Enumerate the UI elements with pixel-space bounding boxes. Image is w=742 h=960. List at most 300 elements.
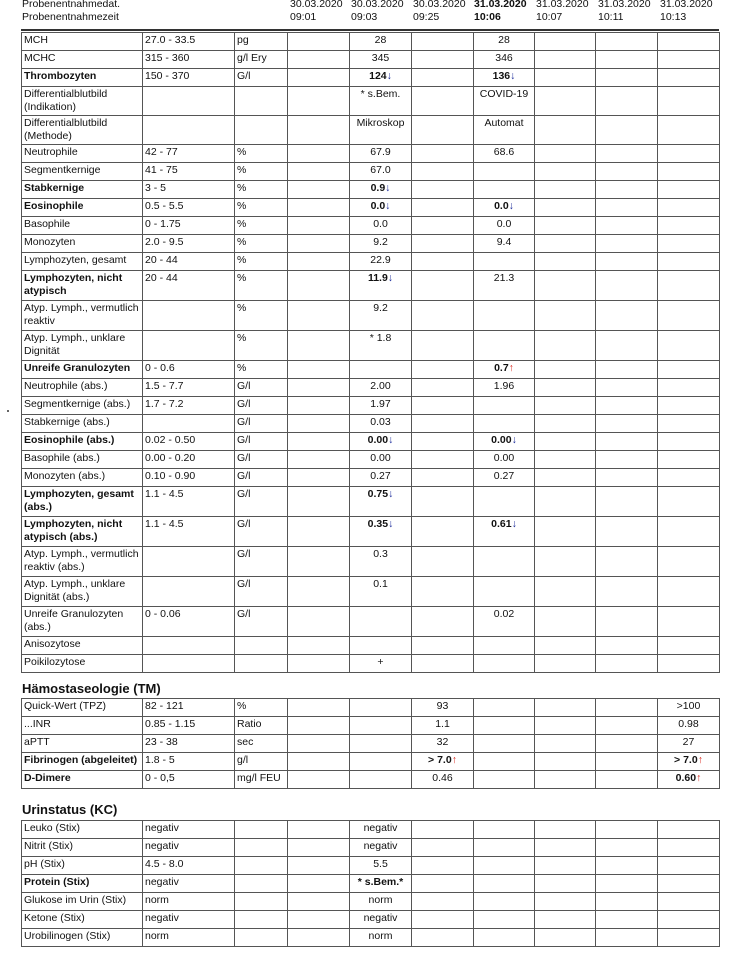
result-text: 0.00 — [367, 434, 389, 446]
result-value — [658, 361, 720, 379]
unit: pg — [235, 33, 288, 51]
unit — [235, 857, 288, 875]
result-text: 346 — [495, 52, 513, 64]
reference-range — [143, 415, 235, 433]
result-value — [658, 331, 720, 361]
result-value — [288, 69, 350, 87]
result-value — [350, 655, 412, 673]
test-name: Urobilinogen (Stix) — [22, 929, 143, 947]
result-text: norm — [368, 930, 393, 942]
test-name: Basophile (abs.) — [22, 451, 143, 469]
result-value — [350, 271, 412, 301]
haemostaseology-table — [21, 698, 720, 789]
result-text: 11.9 — [367, 272, 388, 284]
reference-range: 3 - 5 — [143, 181, 235, 199]
reference-range: 20 - 44 — [143, 271, 235, 301]
result-value — [474, 163, 535, 181]
result-text: >100 — [676, 700, 701, 712]
result-value — [474, 839, 535, 857]
table-row — [22, 517, 720, 547]
result-value — [535, 911, 596, 929]
result-value — [288, 397, 350, 415]
table-row — [22, 893, 720, 911]
result-value — [596, 415, 658, 433]
result-text: 0.46 — [432, 772, 453, 784]
test-name: Neutrophile (abs.) — [22, 379, 143, 397]
result-value — [596, 331, 658, 361]
result-value — [596, 145, 658, 163]
arrow-down-icon: ↓ — [385, 182, 391, 194]
result-value — [474, 451, 535, 469]
result-value — [474, 199, 535, 217]
result-value — [412, 911, 474, 929]
reference-range: negativ — [143, 875, 235, 893]
table-row — [22, 331, 720, 361]
result-value — [474, 379, 535, 397]
result-value — [474, 145, 535, 163]
reference-range — [143, 116, 235, 145]
result-value — [658, 857, 720, 875]
result-value — [288, 469, 350, 487]
result-value — [412, 577, 474, 607]
result-value — [288, 487, 350, 517]
result-value — [658, 199, 720, 217]
result-value — [412, 301, 474, 331]
reference-range: 42 - 77 — [143, 145, 235, 163]
result-value — [474, 857, 535, 875]
test-name: D-Dimere — [22, 771, 143, 789]
result-value — [658, 87, 720, 116]
result-value — [596, 33, 658, 51]
test-name: MCH — [22, 33, 143, 51]
reference-range: 0.85 - 1.15 — [143, 717, 235, 735]
unit: % — [235, 163, 288, 181]
test-name: Protein (Stix) — [22, 875, 143, 893]
result-value — [350, 607, 412, 637]
table-row — [22, 699, 720, 717]
result-value — [658, 929, 720, 947]
result-value — [474, 69, 535, 87]
unit: g/l — [235, 753, 288, 771]
result-value — [350, 911, 412, 929]
result-value — [412, 199, 474, 217]
result-value — [412, 379, 474, 397]
result-value — [350, 253, 412, 271]
arrow-down-icon: ↓ — [388, 518, 394, 530]
result-value — [412, 929, 474, 947]
result-value — [288, 271, 350, 301]
result-value — [288, 199, 350, 217]
table-row — [22, 857, 720, 875]
result-value — [474, 301, 535, 331]
unit: G/l — [235, 547, 288, 577]
result-value — [535, 163, 596, 181]
result-value — [535, 517, 596, 547]
table-row — [22, 547, 720, 577]
result-value — [412, 87, 474, 116]
result-value — [288, 655, 350, 673]
result-value — [474, 415, 535, 433]
result-text: 0.0 — [496, 218, 512, 230]
result-value — [350, 181, 412, 199]
test-name: Nitrit (Stix) — [22, 839, 143, 857]
result-value — [474, 699, 535, 717]
result-value — [288, 893, 350, 911]
reference-range — [143, 301, 235, 331]
result-value — [412, 181, 474, 199]
result-value — [288, 857, 350, 875]
reference-range: 0 - 0.06 — [143, 607, 235, 637]
result-value — [288, 116, 350, 145]
reference-range: 0.5 - 5.5 — [143, 199, 235, 217]
sample-time-col-7: 10:13 — [660, 11, 687, 23]
result-value — [350, 771, 412, 789]
result-value — [535, 331, 596, 361]
result-value — [658, 397, 720, 415]
result-value — [658, 821, 720, 839]
test-name: Anisozytose — [22, 637, 143, 655]
result-text: 67.9 — [370, 146, 391, 158]
result-value — [535, 839, 596, 857]
test-name: Segmentkernige — [22, 163, 143, 181]
table-row — [22, 163, 720, 181]
result-value — [658, 655, 720, 673]
result-value — [658, 753, 720, 771]
result-value — [658, 253, 720, 271]
result-text: 345 — [371, 52, 390, 64]
arrow-down-icon: ↓ — [388, 488, 394, 500]
result-value — [596, 379, 658, 397]
result-value — [535, 655, 596, 673]
result-value — [535, 433, 596, 451]
result-value — [350, 839, 412, 857]
result-value — [350, 51, 412, 69]
arrow-down-icon: ↓ — [388, 434, 394, 446]
reference-range: 1.1 - 4.5 — [143, 517, 235, 547]
reference-range: 23 - 38 — [143, 735, 235, 753]
result-value — [350, 87, 412, 116]
result-value — [288, 301, 350, 331]
result-value — [412, 753, 474, 771]
result-value — [474, 875, 535, 893]
unit: g/l Ery — [235, 51, 288, 69]
test-name: Basophile — [22, 217, 143, 235]
table-row — [22, 717, 720, 735]
table-row — [22, 451, 720, 469]
result-value — [412, 771, 474, 789]
arrow-down-icon: ↓ — [386, 70, 392, 82]
test-name: Lymphozyten, nicht atypisch (abs.) — [22, 517, 143, 547]
test-name: Lymphozyten, gesamt — [22, 253, 143, 271]
result-value — [535, 469, 596, 487]
result-value — [535, 271, 596, 301]
result-value — [596, 116, 658, 145]
result-text: + — [377, 656, 384, 668]
result-value — [288, 87, 350, 116]
result-value — [658, 33, 720, 51]
arrow-down-icon: ↓ — [511, 434, 517, 446]
result-value — [658, 235, 720, 253]
result-text: 0.0 — [373, 218, 388, 230]
reference-range: 0.00 - 0.20 — [143, 451, 235, 469]
result-text: 0.7 — [494, 362, 509, 374]
result-value — [350, 717, 412, 735]
unit: mg/l FEU — [235, 771, 288, 789]
result-value — [412, 655, 474, 673]
unit: % — [235, 271, 288, 301]
sample-time-col-1: 09:01 — [290, 11, 317, 23]
result-value — [535, 199, 596, 217]
result-value — [658, 875, 720, 893]
result-value — [412, 839, 474, 857]
result-value — [288, 181, 350, 199]
unit: G/l — [235, 607, 288, 637]
result-value — [658, 637, 720, 655]
arrow-down-icon: ↓ — [511, 518, 517, 530]
result-value — [474, 253, 535, 271]
result-value — [596, 87, 658, 116]
result-value — [474, 717, 535, 735]
result-value — [596, 235, 658, 253]
reference-range: 150 - 370 — [143, 69, 235, 87]
unit: % — [235, 301, 288, 331]
result-text: 32 — [436, 736, 449, 748]
test-name: Differentialblutbild (Indikation) — [22, 87, 143, 116]
result-value — [412, 517, 474, 547]
reference-range — [143, 87, 235, 116]
result-value — [535, 771, 596, 789]
result-value — [350, 929, 412, 947]
result-value — [474, 433, 535, 451]
result-value — [350, 857, 412, 875]
result-value — [350, 397, 412, 415]
result-value — [412, 69, 474, 87]
result-value — [596, 181, 658, 199]
result-text: 0.1 — [373, 578, 388, 590]
result-value — [288, 217, 350, 235]
result-value — [350, 433, 412, 451]
result-value — [350, 217, 412, 235]
result-value — [288, 361, 350, 379]
result-value — [658, 517, 720, 547]
result-text: Automat — [484, 117, 524, 129]
result-value — [350, 699, 412, 717]
result-value — [288, 331, 350, 361]
unit: G/l — [235, 469, 288, 487]
result-value — [474, 51, 535, 69]
result-value — [596, 433, 658, 451]
result-value — [535, 637, 596, 655]
result-value — [350, 145, 412, 163]
test-name: Ketone (Stix) — [22, 911, 143, 929]
unit: % — [235, 217, 288, 235]
result-value — [596, 699, 658, 717]
result-value — [288, 163, 350, 181]
result-value — [658, 771, 720, 789]
result-text: 0.75 — [367, 488, 389, 500]
result-value — [474, 821, 535, 839]
result-value — [596, 451, 658, 469]
result-value — [412, 145, 474, 163]
result-value — [596, 929, 658, 947]
result-value — [658, 69, 720, 87]
result-value — [412, 451, 474, 469]
result-value — [658, 116, 720, 145]
result-value — [412, 487, 474, 517]
table-row — [22, 655, 720, 673]
result-value — [535, 301, 596, 331]
result-value — [350, 875, 412, 893]
result-value — [474, 331, 535, 361]
test-name: Poikilozytose — [22, 655, 143, 673]
table-row — [22, 929, 720, 947]
result-value — [535, 361, 596, 379]
result-value — [535, 415, 596, 433]
table-row — [22, 839, 720, 857]
result-value — [596, 655, 658, 673]
test-name: Unreife Granulozyten (abs.) — [22, 607, 143, 637]
table-row — [22, 433, 720, 451]
test-name: Quick-Wert (TPZ) — [22, 699, 143, 717]
result-text: 93 — [436, 700, 449, 712]
unit — [235, 87, 288, 116]
result-value — [288, 753, 350, 771]
result-text: negativ — [363, 840, 398, 852]
unit: G/l — [235, 397, 288, 415]
test-name: Monozyten — [22, 235, 143, 253]
test-name: Eosinophile — [22, 199, 143, 217]
result-text: 5.5 — [373, 858, 388, 870]
result-value — [535, 217, 596, 235]
result-value — [535, 33, 596, 51]
unit: G/l — [235, 517, 288, 547]
table-row — [22, 735, 720, 753]
result-value — [412, 717, 474, 735]
unit: % — [235, 145, 288, 163]
result-value — [658, 163, 720, 181]
result-value — [658, 607, 720, 637]
result-value — [474, 487, 535, 517]
result-value — [350, 577, 412, 607]
section-title-urine-status: Urinstatus (KC) — [22, 802, 118, 817]
table-row — [22, 469, 720, 487]
result-value — [596, 301, 658, 331]
result-value — [535, 753, 596, 771]
unit — [235, 875, 288, 893]
result-value — [596, 487, 658, 517]
result-value — [535, 857, 596, 875]
result-value — [535, 451, 596, 469]
result-value — [288, 637, 350, 655]
result-value — [412, 253, 474, 271]
result-value — [658, 217, 720, 235]
result-value — [350, 379, 412, 397]
sample-time-label: Probenentnahmezeit — [22, 11, 119, 23]
result-value — [350, 821, 412, 839]
arrow-up-icon: ↑ — [697, 754, 703, 766]
result-value — [350, 415, 412, 433]
result-value — [350, 301, 412, 331]
result-value — [596, 753, 658, 771]
unit: sec — [235, 735, 288, 753]
result-value — [350, 547, 412, 577]
result-value — [350, 487, 412, 517]
unit: % — [235, 253, 288, 271]
table-row — [22, 33, 720, 51]
result-value — [350, 235, 412, 253]
sample-date-col-1: 30.03.2020 — [290, 0, 343, 10]
unit: % — [235, 361, 288, 379]
reference-range: 0.10 - 0.90 — [143, 469, 235, 487]
test-name: Atyp. Lymph., vermutlich reaktiv — [22, 301, 143, 331]
result-value — [535, 547, 596, 577]
result-value — [658, 699, 720, 717]
result-value — [596, 51, 658, 69]
result-text: 136 — [492, 70, 511, 82]
result-text: 1.96 — [493, 380, 515, 392]
sample-date-col-4: 31.03.2020 — [474, 0, 527, 10]
result-value — [474, 361, 535, 379]
result-value — [474, 607, 535, 637]
result-value — [596, 839, 658, 857]
result-value — [535, 379, 596, 397]
result-value — [412, 361, 474, 379]
result-text: negativ — [363, 912, 398, 924]
result-value — [535, 929, 596, 947]
result-value — [535, 893, 596, 911]
unit: G/l — [235, 379, 288, 397]
result-value — [596, 199, 658, 217]
result-text: * 1.8 — [369, 332, 392, 344]
table-row — [22, 69, 720, 87]
reference-range: norm — [143, 929, 235, 947]
result-text: 21.3 — [493, 272, 515, 284]
result-value — [474, 771, 535, 789]
result-text: 67.0 — [370, 164, 391, 176]
result-value — [658, 717, 720, 735]
unit — [235, 116, 288, 145]
test-name: Stabkernige (abs.) — [22, 415, 143, 433]
unit: G/l — [235, 487, 288, 517]
result-text: norm — [368, 894, 393, 906]
result-value — [412, 857, 474, 875]
result-text: 27 — [682, 736, 695, 748]
result-text: 0.02 — [493, 608, 515, 620]
sample-time-col-3: 09:25 — [413, 11, 440, 23]
reference-range — [143, 655, 235, 673]
unit — [235, 839, 288, 857]
result-value — [412, 469, 474, 487]
sample-time-col-2: 09:03 — [351, 11, 378, 23]
result-value — [596, 577, 658, 607]
result-value — [535, 821, 596, 839]
result-value — [535, 397, 596, 415]
result-value — [412, 875, 474, 893]
unit — [235, 929, 288, 947]
result-value — [350, 199, 412, 217]
result-value — [535, 116, 596, 145]
reference-range: 1.8 - 5 — [143, 753, 235, 771]
result-value — [535, 87, 596, 116]
result-value — [596, 547, 658, 577]
result-value — [288, 415, 350, 433]
test-name: Atyp. Lymph., vermutlich reaktiv (abs.) — [22, 547, 143, 577]
result-value — [350, 735, 412, 753]
sample-date-col-5: 31.03.2020 — [536, 0, 589, 10]
result-value — [474, 87, 535, 116]
result-value — [596, 637, 658, 655]
result-value — [596, 857, 658, 875]
